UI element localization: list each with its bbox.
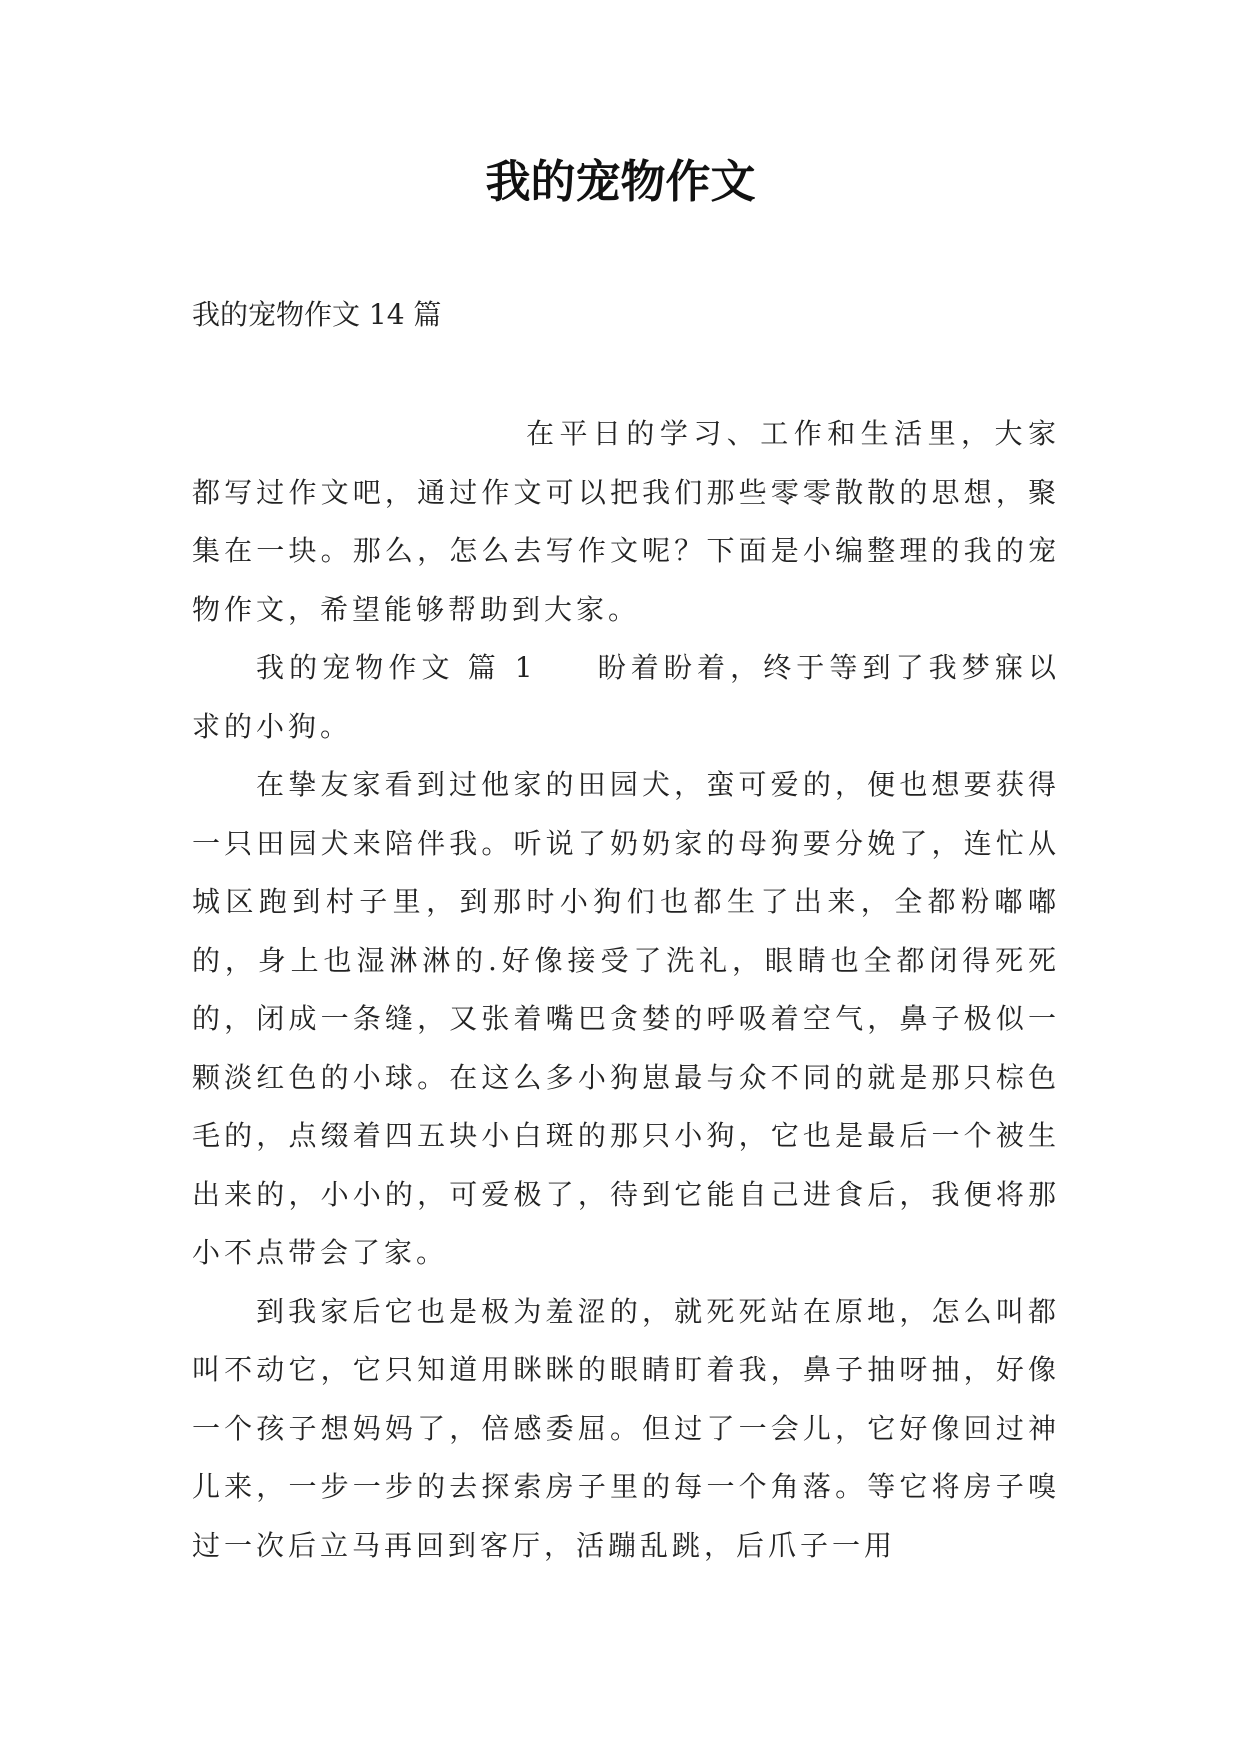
section-1-paragraph: [192, 639, 1060, 756]
document-body: [192, 405, 1060, 1575]
paragraph-1-text: 盼着盼着，终于等到了我梦寐以求的小狗。: [192, 651, 1060, 743]
intro-paragraph: 在平日的学习、工作和生活里，大家都写过作文吧，通过作文可以把我们那些零零散散的思想，聚集在一块。那么，怎么去写作文呢？下面是小编整理的我的宠物作文，希望能够帮助到大家。: [192, 417, 1060, 626]
section-title: 我的宠物作文: [256, 651, 455, 684]
paragraph-3: 到我家后它也是极为羞涩的，就死死站在原地，怎么叫都叫不动它，它只知道用眯眯的眼睛盯着我，鼻子抽呀抽，好像一个孩子想妈妈了，倍感委屈。但过了一会儿，它好像回过神儿来，一步一步的去探索房子里的每一个角落。等它将房子嗅过一次后立马再回到客厅，活蹦乱跳，后爪子一用: [192, 1294, 1060, 1562]
section-number: 篇 1: [466, 651, 537, 684]
document-title: 我的宠物作文: [485, 155, 756, 208]
document-subtitle: 我的宠物作文 14 篇: [192, 298, 442, 331]
paragraph-2: 在挚友家看到过他家的田园犬，蛮可爱的，便也想要获得一只田园犬来陪伴我。听说了奶奶家的母狗要分娩了，连忙从城区跑到村子里，到那时小狗们也都生了出来，全都粉嘟嘟的，身上也湿淋淋的.好像接受了洗礼，眼睛也全都闭得死死的，闭成一条缝，又张着嘴巴贪婪的呼吸着空气，鼻子极似一颗淡红色的小球。在这么多小狗崽最与众不同的就是那只棕色毛的，点缀着四五块小白斑的那只小狗，它也是最后一个被生出来的，小小的，可爱极了，待到它能自己进食后，我便将那小不点带会了家。: [192, 768, 1060, 1269]
